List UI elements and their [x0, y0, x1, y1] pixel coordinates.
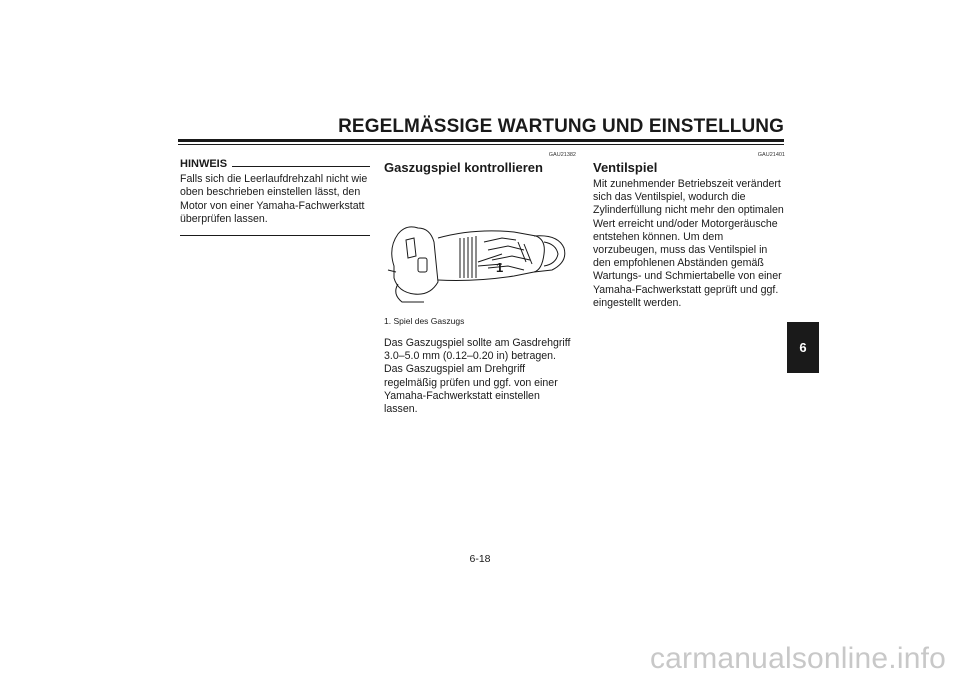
- note-bottom-rule: [180, 235, 370, 236]
- note-heading: HINWEIS: [180, 158, 228, 170]
- note-column: [180, 158, 370, 236]
- header-rule: [178, 139, 784, 142]
- figure-caption: 1. Spiel des Gaszugs: [384, 316, 465, 326]
- throttle-grip-drawing: [384, 198, 576, 308]
- throttle-heading: Gaszugspiel kontrollieren: [384, 160, 543, 175]
- note-text: Falls sich die Leerlaufdrehzahl nicht wie oben beschrieben einstellen lässt, den Motor von einer Yamaha-Fachwerkstatt überprüfen lassen.: [180, 173, 368, 225]
- throttle-section-code: GAU21382: [548, 152, 576, 158]
- header-rule-thin: [178, 144, 784, 145]
- note-heading-rule: [232, 166, 370, 167]
- throttle-grip-illustration: [384, 198, 576, 308]
- valve-text: Mit zunehmender Betriebszeit verändert sich das Ventilspiel, wodurch die Zylinderfüllung nicht mehr den optimalen Wert erreicht und/oder Motorgeräusche entstehen können. Um dem vorzubeugen, muss das Ventilspiel in den empfohlenen Abständen gemäß Wartungs- und Schmiertabelle von einer Yamaha-Fachwerkstatt geprüft und ggf. eingestellt werden.: [593, 178, 784, 309]
- valve-column: [593, 152, 785, 310]
- valve-heading: Ventilspiel: [593, 160, 658, 175]
- note-heading-row: [180, 158, 370, 171]
- figure-label-1: 1: [496, 260, 504, 275]
- chapter-tab: 6: [787, 322, 819, 373]
- valve-section-code: GAU21401: [757, 152, 785, 158]
- throttle-column: [384, 152, 576, 416]
- page-title: REGELMÄSSIGE WARTUNG UND EINSTELLUNG: [338, 116, 784, 137]
- page-number: 6-18: [469, 553, 491, 565]
- throttle-text: Das Gaszugspiel sollte am Gasdrehgriff 3.0–5.0 mm (0.12–0.20 in) betragen. Das Gaszugspiel am Drehgriff regelmäßig prüfen und ggf. von einer Yamaha-Fachwerkstatt einstellen lassen.: [384, 337, 571, 416]
- watermark: carmanualsonline.info: [649, 642, 946, 675]
